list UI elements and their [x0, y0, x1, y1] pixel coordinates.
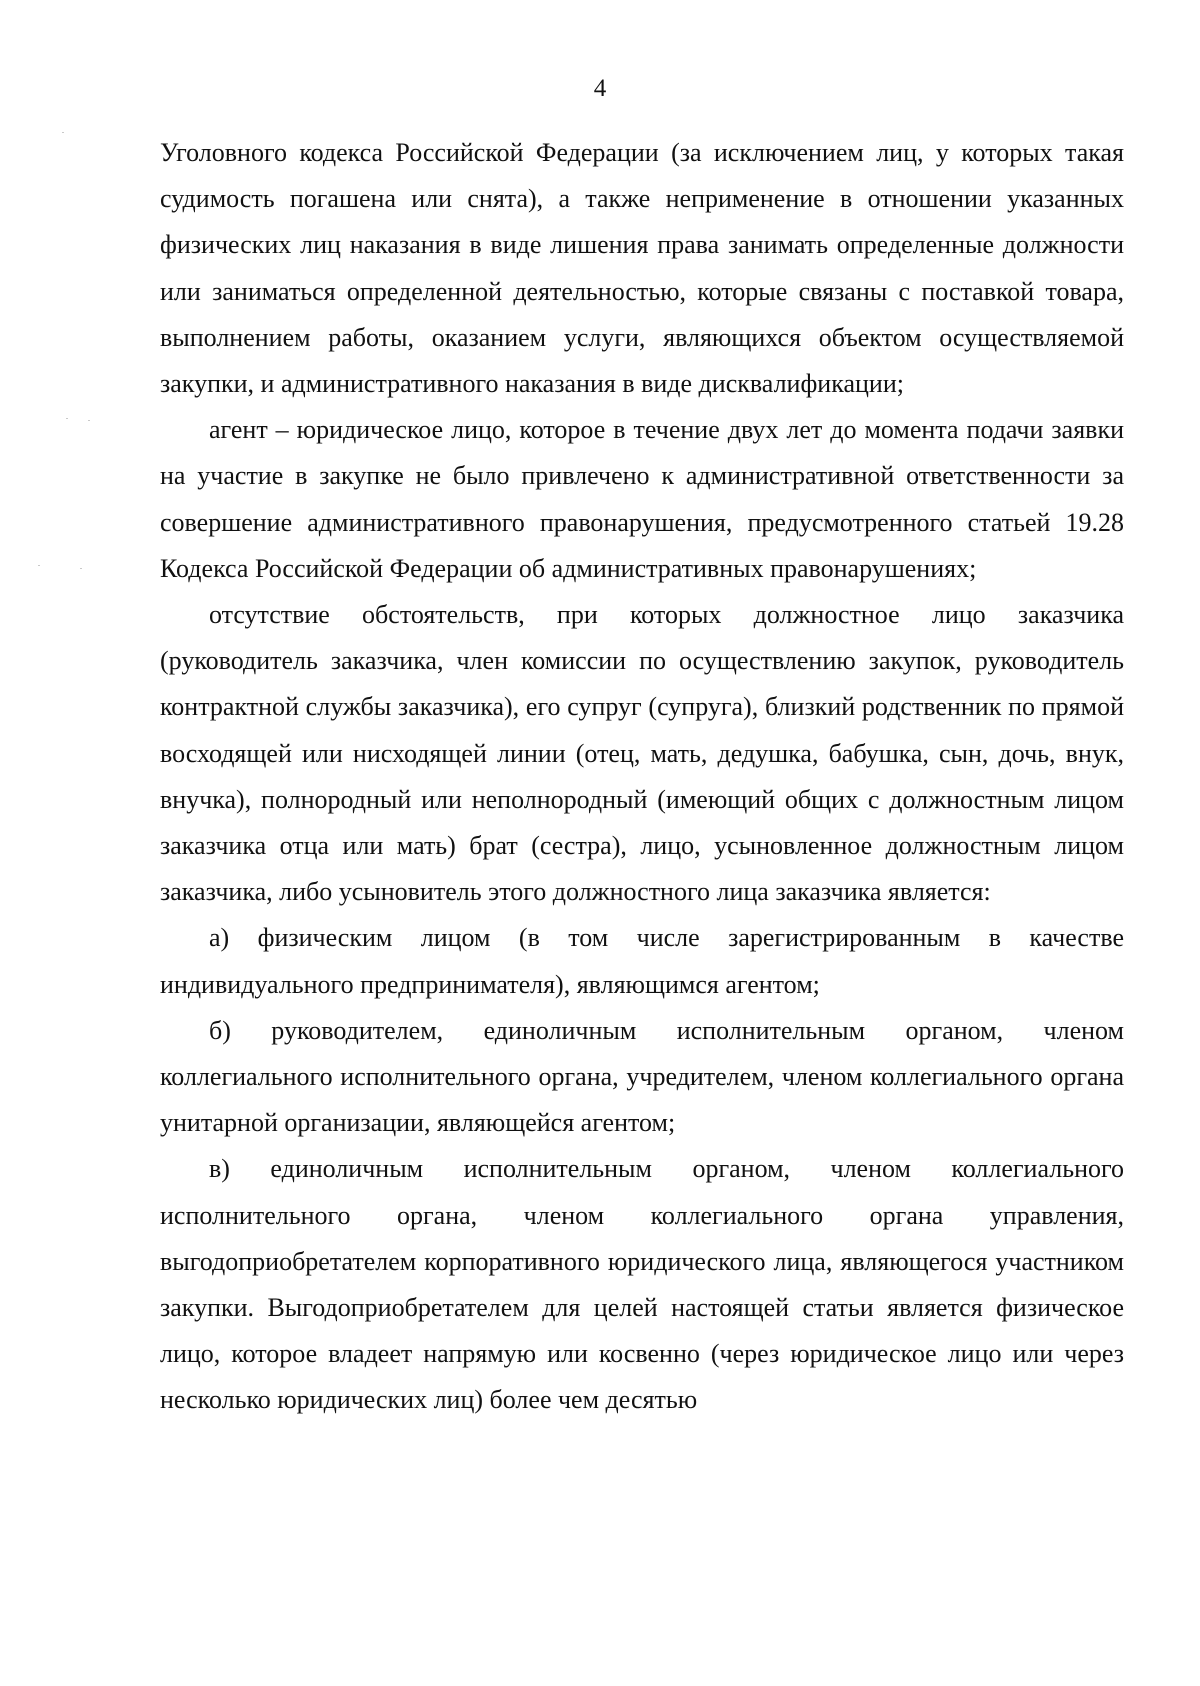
page-number: 4	[593, 75, 607, 102]
paragraph-item-c: в) единоличным исполнительным органом, членом коллегиального исполнительного органа, членом коллегиального органа управления, выгодоприобретателем корпоративного юридического лица, являющегося участником закупки. Выгодоприобретателем для целей настоящей статьи является физическое лицо, которое владеет напрямую или косвенно (через юридическое лицо или через несколько юридических лиц) более чем десятью	[160, 1154, 1124, 1415]
paragraph-item-a: а) физическим лицом (в том числе зарегистрированным в качестве индивидуального предпринимателя), являющимся агентом;	[160, 923, 1124, 999]
scan-artifact	[62, 132, 64, 133]
scan-artifact	[88, 420, 90, 421]
paragraph-agent: агент – юридическое лицо, которое в течение двух лет до момента подачи заявки на участие в закупке не было привлечено к административной ответственности за совершение административного правонарушения, предусмотренного статьей 19.28 Кодекса Российской Федерации об административных правонарушениях;	[160, 415, 1124, 583]
scan-artifact	[80, 568, 82, 569]
scan-artifact	[38, 565, 40, 566]
paragraph-item-b: б) руководителем, единоличным исполнительным органом, членом коллегиального исполнительного органа, учредителем, членом коллегиального органа унитарной организации, являющейся агентом;	[160, 1015, 1124, 1138]
document-body	[160, 130, 1124, 1424]
scan-artifact	[66, 418, 68, 419]
paragraph-criminal-code: Уголовного кодекса Российской Федерации (за исключением лиц, у которых такая судимость погашена или снята), а также неприменение в отношении указанных физических лиц наказания в виде лишения права занимать определенные должности или заниматься определенной деятельностью, которые связаны с поставкой товара, выполнением работы, оказанием услуги, являющихся объектом осуществляемой закупки, и административного наказания в виде дисквалификации;	[160, 138, 1124, 399]
paragraph-circumstances: отсутствие обстоятельств, при которых должностное лицо заказчика (руководитель заказчика, член комиссии по осуществлению закупок, руководитель контрактной службы заказчика), его супруг (супруга), близкий родственник по прямой восходящей или нисходящей линии (отец, мать, дедушка, бабушка, сын, дочь, внук, внучка), полнородный или неполнородный (имеющий общих с должностным лицом заказчика отца или мать) брат (сестра), лицо, усыновленное должностным лицом заказчика, либо усыновитель этого должностного лица заказчика является:	[160, 600, 1124, 907]
